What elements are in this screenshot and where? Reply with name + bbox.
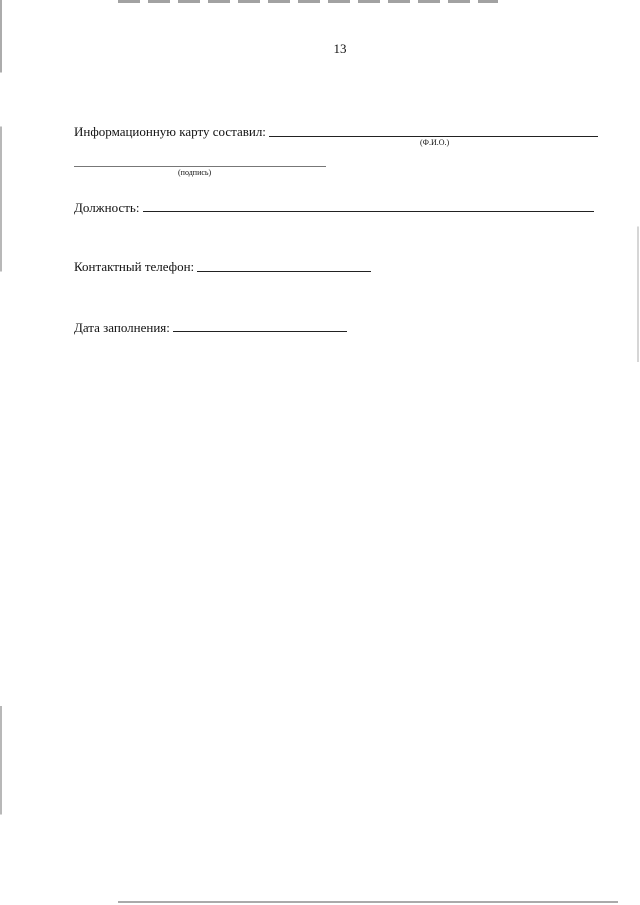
phone-line[interactable] (197, 271, 371, 272)
phone-label: Контактный телефон: (74, 259, 195, 274)
signature-caption: (подпись) (178, 168, 212, 177)
date-line[interactable] (173, 331, 347, 332)
compiler-label: Информационную карту составил: (74, 124, 266, 139)
signature-line[interactable] (74, 166, 326, 167)
compiler-fio-line[interactable] (269, 136, 598, 137)
page-number: 13 (333, 41, 347, 56)
scan-artifact-left (0, 0, 2, 905)
scan-artifact-top (118, 0, 498, 3)
fio-caption: (Ф.И.О.) (420, 138, 450, 147)
scan-artifact-bottom (118, 901, 618, 903)
date-label: Дата заполнения: (74, 320, 170, 335)
position-line[interactable] (143, 211, 594, 212)
scan-artifact-right (637, 0, 639, 905)
position-label: Должность: (74, 200, 140, 215)
